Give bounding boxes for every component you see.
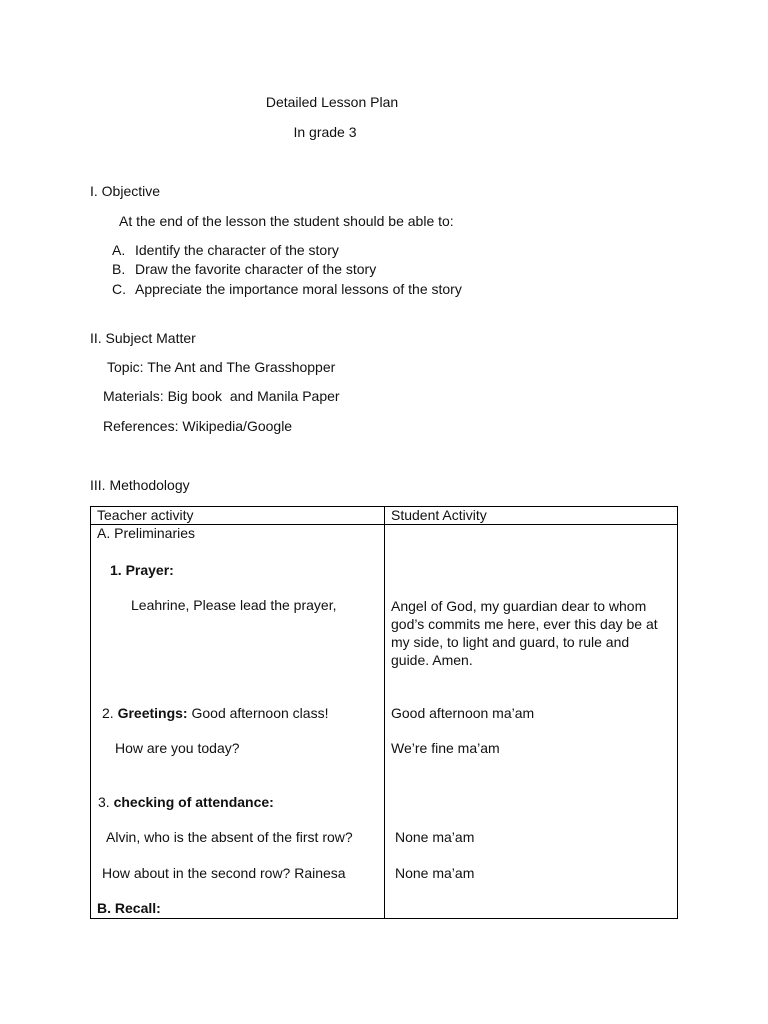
teacher-activity-cell (91, 525, 385, 919)
subject-topic: Topic: The Ant and The Grasshopper (107, 359, 336, 375)
list-text: Identify the character of the story (135, 242, 339, 258)
student-activity-cell (385, 525, 678, 919)
preliminaries-label: A. Preliminaries (97, 525, 196, 541)
list-letter: C. (112, 281, 126, 297)
list-item (112, 242, 339, 259)
greetings-text: Good afternoon class! (187, 705, 329, 721)
objective-heading: I. Objective (90, 183, 161, 199)
attendance-question-2: How about in the second row? Rainesa (102, 865, 346, 881)
attendance-response-1: None ma’am (395, 829, 475, 845)
column-header-student (385, 507, 678, 525)
attendance-line (98, 794, 274, 811)
methodology-table (90, 506, 678, 919)
attendance-label: checking of attendance: (113, 794, 274, 810)
column-header-teacher-label: Teacher activity (97, 507, 194, 523)
subject-references: References: Wikipedia/Google (103, 418, 293, 434)
attendance-number: 3. (98, 794, 114, 810)
attendance-question-1: Alvin, who is the absent of the first row? (106, 829, 353, 845)
column-header-teacher (91, 507, 385, 525)
recall-heading: B. Recall: (97, 900, 161, 916)
prayer-heading: 1. Prayer: (110, 562, 174, 578)
document-title: Detailed Lesson Plan (265, 94, 399, 110)
fine-response: We’re fine ma’am (391, 740, 500, 756)
subject-materials: Materials: Big book and Manila Paper (103, 388, 340, 404)
list-letter: B. (112, 261, 126, 277)
prayer-response: Angel of God, my guardian dear to whom god’s commits me here, ever this day be at my side, to light and guard, to rule and guide. Amen. (391, 598, 658, 668)
list-item (112, 281, 462, 298)
table-row (91, 525, 678, 919)
objective-intro: At the end of the lesson the student should be able to: (119, 213, 454, 229)
prayer-instruction: Leahrine, Please lead the prayer, (131, 597, 337, 613)
greetings-label: Greetings: (117, 705, 188, 721)
column-header-student-label: Student Activity (391, 507, 487, 523)
list-text: Appreciate the importance moral lessons of the story (135, 281, 462, 297)
how-are-you-question: How are you today? (115, 740, 240, 756)
table-header-row (91, 507, 678, 525)
list-text: Draw the favorite character of the story (135, 261, 377, 277)
methodology-heading: III. Methodology (90, 477, 190, 493)
greetings-line (102, 705, 328, 722)
list-item (112, 261, 376, 278)
list-letter: A. (112, 242, 126, 258)
document-subtitle: In grade 3 (293, 124, 357, 140)
attendance-response-2: None ma’am (395, 865, 475, 881)
greeting-response: Good afternoon ma’am (391, 705, 535, 721)
greetings-number: 2. (102, 705, 118, 721)
subject-matter-heading: II. Subject Matter (90, 330, 196, 346)
